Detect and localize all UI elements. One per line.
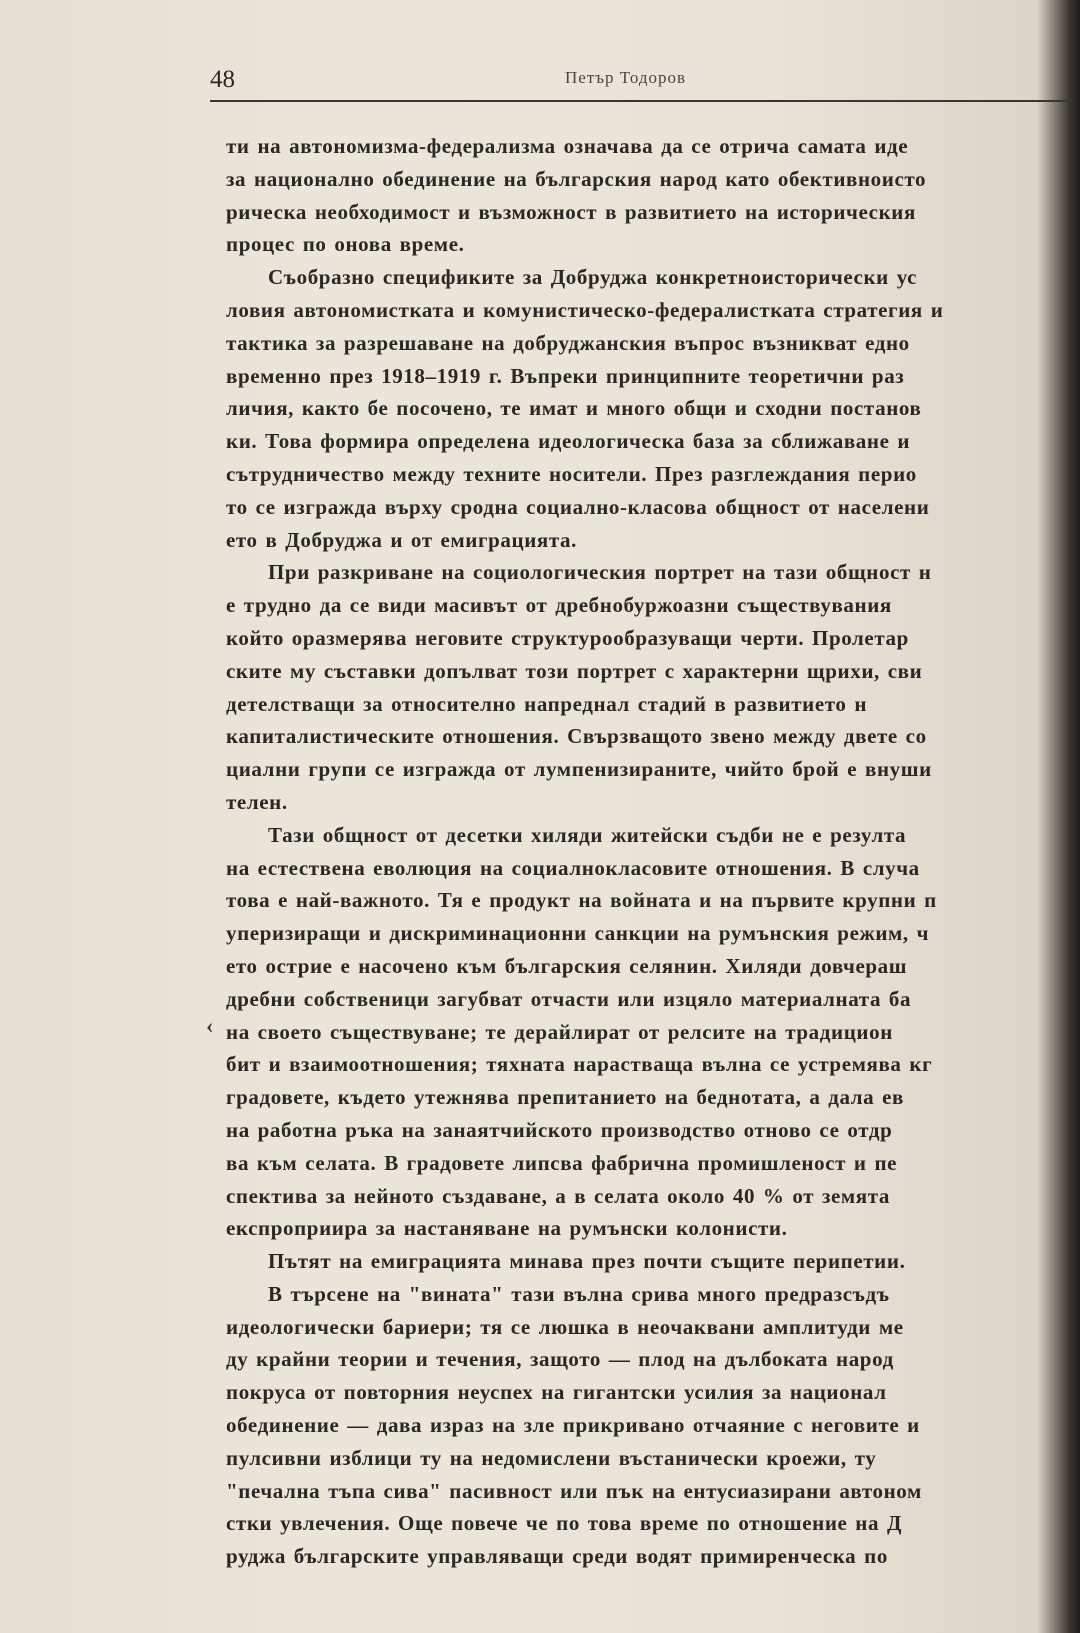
text-line: който оразмерява неговите структурообразуващи черти. Пролетар [226, 625, 909, 650]
text-line: уперизиращи и дискриминационни санкции на румънския режим, ч [226, 921, 930, 946]
text-line: спектива за нейното създаване, а в селата около 40 % от земята [226, 1183, 891, 1208]
text-line: сътрудничество между техните носители. През разглеждания перио [226, 461, 917, 486]
text-line: Пътят на емиграцията минава през почти същите перипетии. [268, 1249, 906, 1274]
text-line: за национално обединение на българския народ като обективноисто [226, 166, 927, 191]
text-line: бит и взаимоотношения; тяхната нарастваща вълна се устремява кг [226, 1052, 933, 1077]
text-line: ето острие е насочено към българския селянин. Хиляди довчераш [226, 953, 908, 978]
text-line: ти на автономизма-федерализма означава да се отрича самата иде [226, 134, 909, 158]
text-line: ето в Добруджа и от емиграцията. [226, 527, 577, 552]
text-line: Тази общност от десетки хиляди житейски съдби не е резулта [268, 822, 907, 847]
text-line: личия, както бе посочено, те имат и много общи и сходни постанов [226, 396, 922, 421]
text-line: циални групи се изгражда от лумпенизираните, чийто брой е внуши [226, 757, 932, 782]
text-line: пулсивни изблици ту на недомислени въстанически кроежи, ту [226, 1445, 877, 1470]
page-header [210, 66, 1072, 106]
body-text [226, 130, 1068, 1573]
text-line: телен. [226, 789, 288, 814]
text-line: тактика за разрешаване на добруджанския въпрос възникват едно [226, 330, 910, 355]
text-line: "печална тъпа сива" пасивност или пък на ентусиазирани автоном [226, 1478, 922, 1503]
text-line: на естествена еволюция на социалнокласовите отношения. В случа [226, 855, 920, 880]
text-line: дребни собственици загубват отчасти или изцяло материалната ба [226, 986, 912, 1011]
page-number: 48 [210, 66, 235, 93]
text-line: Съобразно спецификите за Добруджа конкретноисторически ус [268, 265, 918, 290]
text-line: ки. Това формира определена идеологическа база за сближаване и [226, 429, 911, 454]
text-line: е трудно да се види масивът от дребнобуржоазни съществувания [226, 593, 892, 618]
text-line: процес по онова време. [226, 232, 465, 257]
text-line: ду крайни теории и течения, защото — плод на дълбоката народ [226, 1347, 894, 1372]
text-line: градовете, където утежнява препитанието на беднотата, а дала ев [226, 1085, 904, 1110]
text-line: идеологически бариери; тя се люшка в неочаквани амплитуди ме [226, 1314, 904, 1339]
text-line: то се изгражда върху сродна социално-класова общност от населени [226, 494, 930, 519]
text-line: на своето съществуване; те дерайлират от релсите на традицион [226, 1019, 893, 1044]
running-head: Петър Тодоров [565, 68, 687, 87]
text-line: това е най-важното. Тя е продукт на войната и на първите крупни п [226, 888, 937, 913]
text-line: При разкриване на социологическия портрет на тази общност н [268, 560, 932, 585]
text-line: ловия автономистката и комунистическо-федералистката стратегия и [226, 297, 944, 322]
text-line: стки увлечения. Още повече че по това време по отношение на Д [226, 1511, 903, 1536]
text-line: експроприира за настаняване на румънски колонисти. [226, 1216, 788, 1241]
text-line: рическа необходимост и възможност в развитието на историческия [226, 199, 916, 224]
header-rule [210, 100, 1072, 102]
text-line: ските му съставки допълват този портрет с характерни щрихи, сви [226, 658, 923, 683]
margin-mark: ‹ [206, 1013, 214, 1038]
text-line: покруса от повторния неуспех на гигантски усилия за национал [226, 1380, 887, 1405]
text-line: на работна ръка на занаятчийското производство отново се отдр [226, 1117, 893, 1142]
text-line: капиталистическите отношения. Свързващото звено между двете со [226, 724, 927, 749]
text-line: детелстващи за относително напреднал стадий в развитието н [226, 691, 868, 716]
text-line: ва към селата. В градовете липсва фабрична промишленост и пе [226, 1150, 898, 1175]
text-line: обединение — дава израз на зле прикривано отчаяние с неговите и [226, 1413, 920, 1438]
text-line: В търсене на "вината" тази вълна срива много предразсъдъ [268, 1281, 890, 1306]
text-line: руджа българските управляващи среди водят примиренческа по [226, 1544, 888, 1569]
text-line: временно през 1918–1919 г. Въпреки принципните теоретични раз [226, 363, 905, 388]
